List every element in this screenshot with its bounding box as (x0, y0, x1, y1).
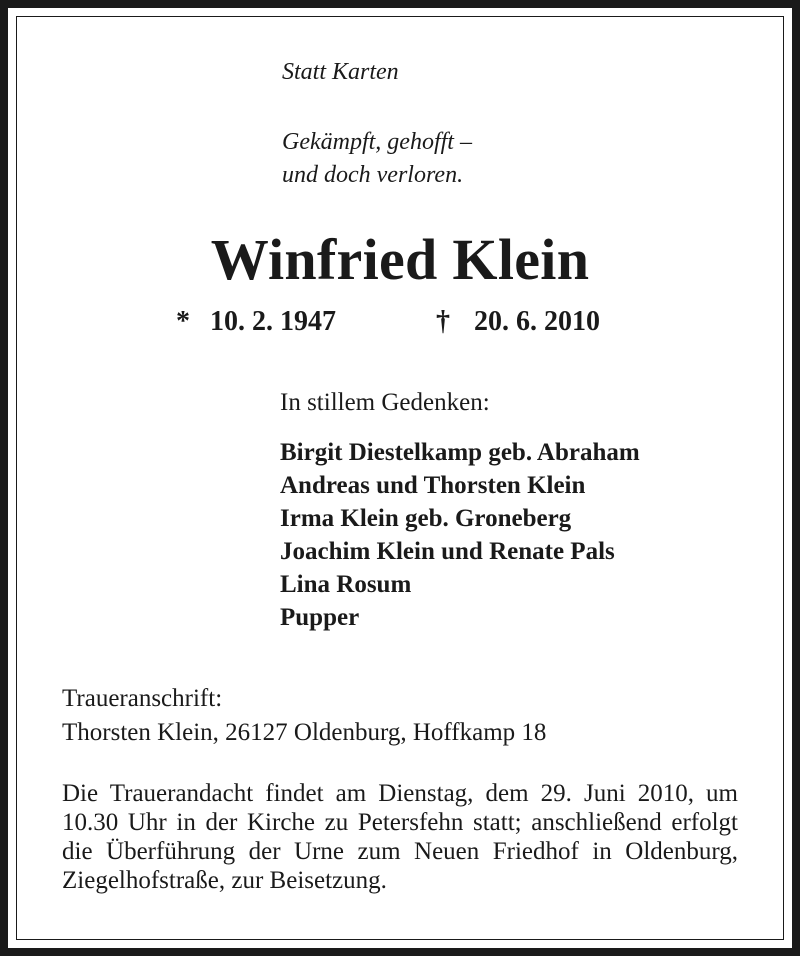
mourner-line: Irma Klein geb. Groneberg (280, 505, 572, 532)
motto-line-1: Gekämpft, gehofft – (282, 129, 472, 155)
death-date: 20. 6. 2010 (474, 306, 600, 337)
service-announcement: Die Trauerandacht findet am Dienstag, dem 29. Juni 2010, um 10.30 Uhr in der Kirche zu Petersfehn statt; anschließend erfolgt die Überführung der Urne zum Neuen Friedhof in Oldenburg, Ziegelhofstraße, zur Beisetzung. (62, 780, 738, 894)
death-cross-symbol: † (436, 306, 450, 337)
header-statt-karten: Statt Karten (282, 59, 399, 85)
mourner-line: Andreas und Thorsten Klein (280, 472, 586, 499)
motto-line-2: und doch verloren. (282, 162, 464, 188)
deceased-name: Winfried Klein (210, 227, 590, 292)
mourner-line: Pupper (280, 604, 360, 631)
mourner-line: Joachim Klein und Renate Pals (280, 538, 615, 565)
address-label: Traueranschrift: (62, 685, 223, 712)
memory-intro: In stillem Gedenken: (280, 389, 490, 416)
address-line: Thorsten Klein, 26127 Oldenburg, Hoffkamp 18 (62, 719, 547, 746)
birth-date: 10. 2. 1947 (210, 306, 336, 337)
mourner-line: Lina Rosum (280, 571, 412, 598)
birth-symbol: * (176, 306, 190, 337)
mourner-line: Birgit Diestelkamp geb. Abraham (280, 439, 640, 466)
